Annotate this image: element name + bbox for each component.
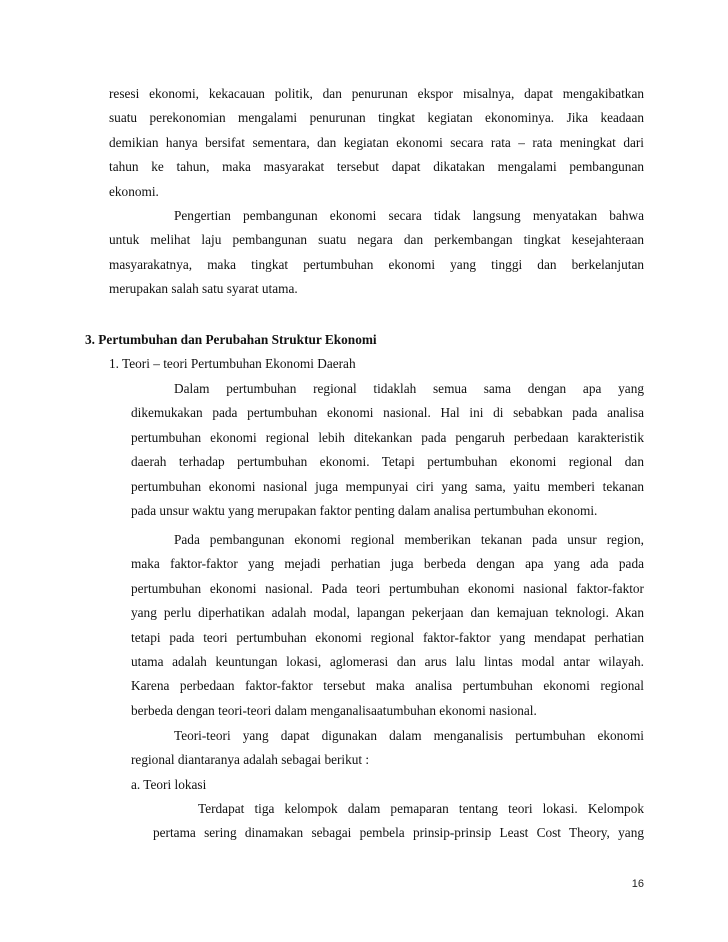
paragraph-definition bbox=[109, 204, 644, 302]
page-number: 16 bbox=[631, 878, 644, 890]
paragraph-regional-2 bbox=[131, 528, 644, 723]
text-line: merupakan salah satu syarat utama. bbox=[109, 281, 298, 297]
subsection-heading: 1. Teori – teori Pertumbuhan Ekonomi Daerah bbox=[109, 356, 356, 371]
text-line: Teori-teori yang dapat digunakan dalam menganalisis pertumbuhan ekonomi bbox=[174, 728, 644, 743]
text-line: suatu perekonomian mengalami penurunan tingkat kegiatan ekonominya. Jika keadaan bbox=[109, 110, 644, 126]
paragraph-location bbox=[153, 797, 644, 846]
text-line: pertumbuhan ekonomi nasional. Pada teori pertumbuhan ekonomi nasional faktor-faktor bbox=[131, 580, 644, 596]
text-line: resesi ekonomi, kekacauan politik, dan penurunan ekspor misalnya, dapat mengakibatkan bbox=[109, 86, 644, 101]
text-line: demikian hanya bersifat sementara, dan kegiatan ekonomi secara rata – rata meningkat dari bbox=[109, 134, 644, 150]
text-line: Dalam pertumbuhan regional tidaklah semua sama dengan apa yang bbox=[174, 381, 644, 396]
text-line: yang perlu diperhatikan adalah modal, lapangan pekerjaan dan kemajuan teknologi. Akan bbox=[131, 605, 644, 621]
text-line: pertumbuhan ekonomi nasional juga mempunyai ciri yang sama, yaitu memberi tekanan bbox=[131, 478, 644, 494]
paragraph-regional-1 bbox=[131, 377, 644, 523]
text-line: berbeda dengan teori-teori dalam menganalisaatumbuhan ekonomi nasional. bbox=[131, 702, 537, 718]
text-line: tahun ke tahun, maka masyarakat tersebut dapat dikatakan mengalami pembangunan bbox=[109, 159, 644, 175]
text-line: untuk melihat laju pembangunan suatu negara dan perkembangan tingkat kesejahteraan bbox=[109, 232, 644, 248]
text-line: Karena perbedaan faktor-faktor tersebut maka analisa pertumbuhan ekonomi regional bbox=[131, 678, 644, 694]
text-line: regional diantaranya adalah sebagai berikut : bbox=[131, 752, 370, 768]
text-line: pada unsur waktu yang merupakan faktor penting dalam analisa pertumbuhan ekonomi. bbox=[131, 502, 598, 518]
text-line: tetapi pada teori pertumbuhan ekonomi regional faktor-faktor yang mendapat perhatian bbox=[131, 629, 644, 645]
text-line: masyarakatnya, maka tingkat pertumbuhan ekonomi yang tinggi dan berkelanjutan bbox=[109, 256, 644, 272]
section-heading: 3. Pertumbuhan dan Perubahan Struktur Ekonomi bbox=[85, 332, 377, 347]
text-line: Terdapat tiga kelompok dalam pemaparan tentang teori lokasi. Kelompok bbox=[198, 801, 644, 816]
paragraph-regional-3 bbox=[131, 724, 644, 773]
text-line: pertama sering dinamakan sebagai pembela prinsip-prinsip Least Cost Theory, yang bbox=[153, 825, 644, 841]
text-line: Pada pembangunan ekonomi regional memberikan tekanan pada unsur region, bbox=[174, 532, 644, 547]
paragraph-top bbox=[109, 82, 644, 204]
text-line: pertumbuhan ekonomi regional lebih ditekankan pada pengaruh perbedaan karakteristik bbox=[131, 429, 644, 445]
text-line: dikemukakan pada pertumbuhan ekonomi nasional. Hal ini di sebabkan pada analisa bbox=[131, 405, 644, 421]
text-line: ekonomi. bbox=[109, 183, 159, 199]
item-a-heading: a. Teori lokasi bbox=[131, 777, 207, 792]
text-line: maka faktor-faktor yang mejadi perhatian juga berbeda dengan apa yang ada pada bbox=[131, 556, 644, 572]
text-line: utama adalah keuntungan lokasi, aglomerasi dan arus lalu lintas modal antar wilayah. bbox=[131, 653, 644, 669]
text-line: Pengertian pembangunan ekonomi secara tidak langsung menyatakan bahwa bbox=[174, 208, 644, 223]
text-line: daerah terhadap pertumbuhan ekonomi. Tetapi pertumbuhan ekonomi regional dan bbox=[131, 454, 644, 470]
